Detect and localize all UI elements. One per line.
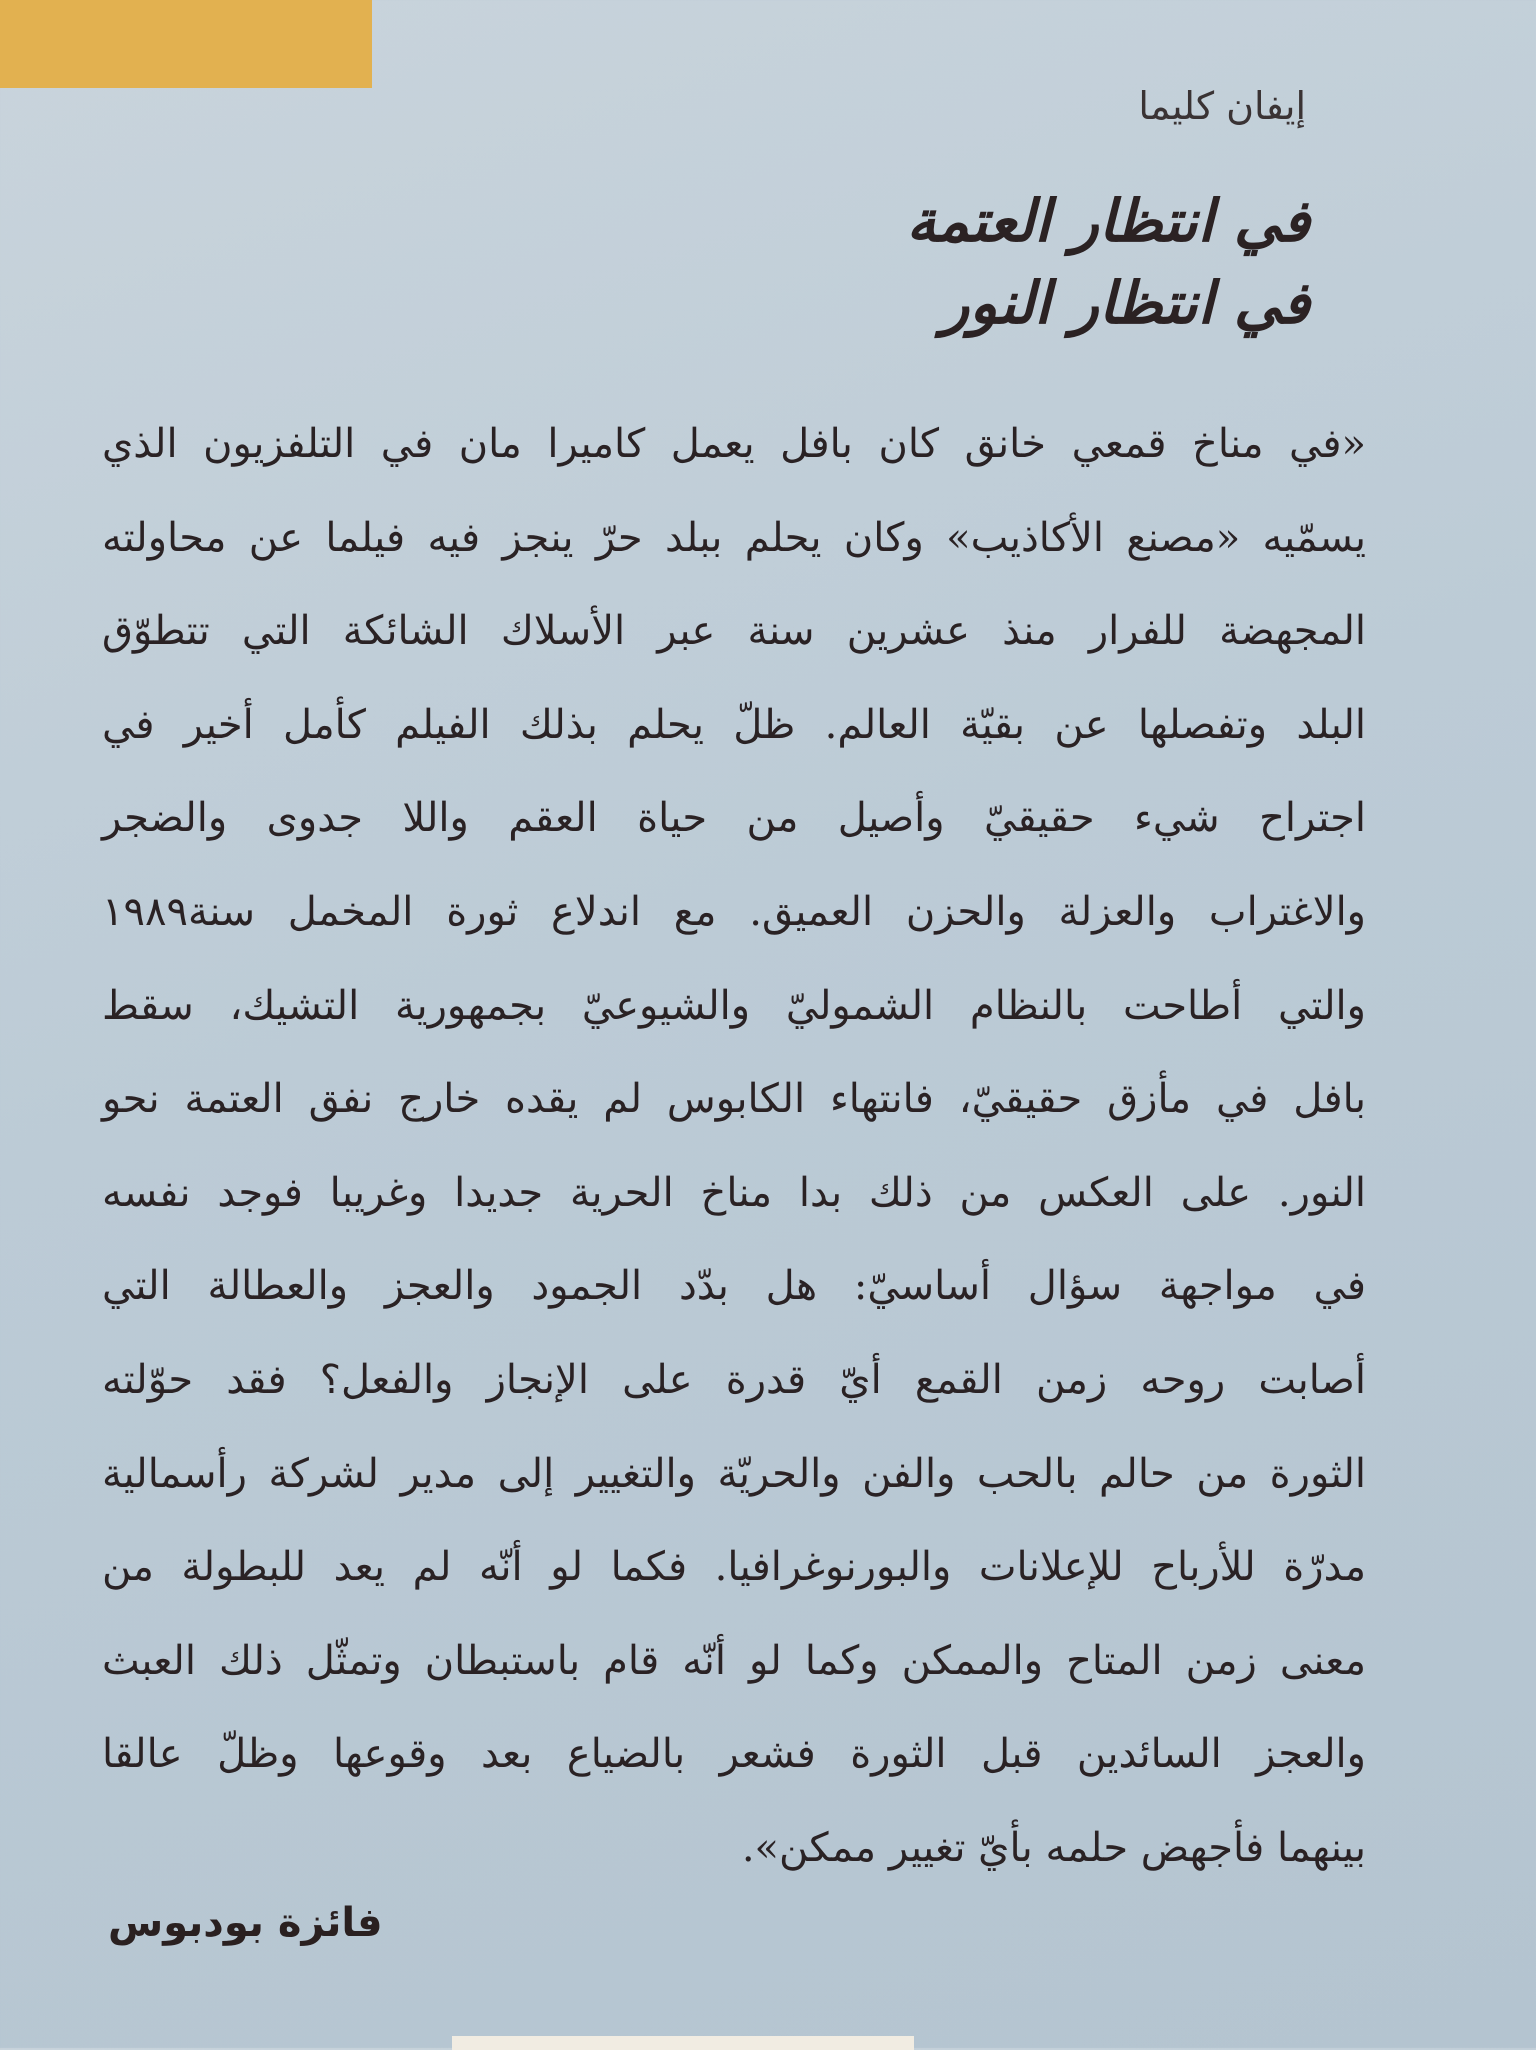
blurb-line: الثورة من حالم بالحب والفن والحريّة والتغيير إلى مدير لشركة رأسمالية [102,1450,1366,1497]
author-name: إيفان كليما [1138,84,1306,128]
title-line-2: في انتظار النور [941,269,1310,337]
blurb-line: «في مناخ قمعي خانق كان بافل يعمل كاميرا مان في التلفزيون الذي [102,421,1366,467]
title-line-1: في انتظار العتمة [906,187,1310,255]
blurb-line: النور. على العكس من ذلك بدا مناخ الحرية جديدا وغريبا فوجد نفسه [102,1169,1366,1216]
blurb-text [102,398,1366,1896]
blurb-line: البلد وتفصلها عن بقيّة العالم. ظلّ يحلم بذلك الفيلم كأمل أخير في [102,701,1366,748]
blurb-line: اجتراح شيء حقيقيّ وأصيل من حياة العقم واللا جدوى والضجر [102,795,1366,842]
blurb-line: أصابت روحه زمن القمع أيّ قدرة على الإنجاز والفعل؟ فقد حوّلته [102,1356,1367,1403]
book-title [907,180,1310,344]
blurb-line: المجهضة للفرار منذ عشرين سنة عبر الأسلاك الشائكة التي تتطوّق [102,608,1366,655]
blurb-line: والاغتراب والعزلة والحزن العميق. مع اندلاع ثورة المخمل سنة١٩٨٩ [102,888,1366,935]
blurb-line: والعجز السائدين قبل الثورة فشعر بالضياع بعد وقوعها وظلّ عالقا [102,1731,1366,1778]
blurb-line: يسمّيه «مصنع الأكاذيب» وكان يحلم ببلد حرّ ينجز فيه فيلما عن محاولته [102,514,1366,561]
blurb-line: بافل في مأزق حقيقيّ، فانتهاء الكابوس لم يقده خارج نفق العتمة نحو [102,1076,1366,1123]
yellow-color-block [0,0,372,88]
blurb-line: والتي أطاحت بالنظام الشموليّ والشيوعيّ بجمهورية التشيك، سقط [102,982,1366,1029]
blurb-line: بينهما فأجهض حلمه بأيّ تغيير ممكن». [741,1824,1366,1871]
blurb-line: مدرّة للأرباح للإعلانات والبورنوغرافيا. فكما لو أنّه لم يعد للبطولة من [102,1544,1366,1591]
blurb-signature: فائزة بودبوس [108,1900,383,1946]
blurb-line: في مواجهة سؤال أساسيّ: هل بدّد الجمود والعجز والعطالة التي [102,1263,1366,1310]
blurb-line: معنى زمن المتاح والممكن وكما لو أنّه قام باستبطان وتمثّل ذلك العبث [102,1637,1366,1684]
